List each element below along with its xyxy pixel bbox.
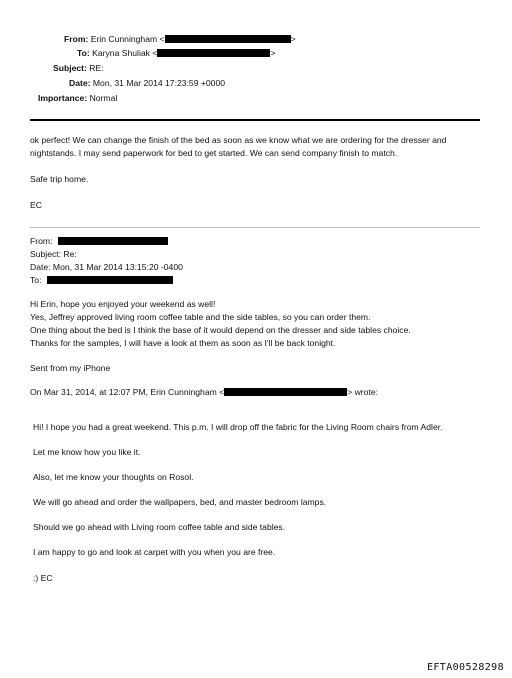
- redaction-bar: [157, 49, 270, 57]
- quoted-subject: Subject: Re:: [30, 249, 77, 259]
- to-end: >: [270, 48, 276, 58]
- reply-line: ok perfect! We can change the finish of the bed as soon as we know what we are ordering for the dresser and: [30, 135, 447, 145]
- original-line: Let me know how you like it.: [33, 447, 141, 457]
- reply-signature: EC: [30, 200, 42, 210]
- subject-value: RE:: [89, 63, 104, 73]
- header-divider: [30, 119, 480, 121]
- date-label: Date:: [69, 78, 91, 88]
- importance-label: Importance:: [38, 93, 88, 103]
- attribution-end: > wrote:: [347, 387, 378, 397]
- quoted-from: [30, 235, 168, 248]
- document-id: EFTA00528298: [426, 662, 504, 673]
- to-value: Karyna Shuliak <: [92, 48, 158, 58]
- header-importance: [38, 93, 117, 104]
- subject-label: Subject:: [53, 63, 87, 73]
- quoted-line: Sent from my iPhone: [30, 363, 111, 373]
- reply-line: nightstands. I may send paperwork for bed to get started. We can send company finish to match.: [30, 148, 398, 158]
- original-line: Also, let me know your thoughts on Rosol.: [33, 472, 194, 482]
- quoted-line: Hi Erin, hope you enjoyed your weekend as well!: [30, 299, 216, 309]
- redaction-bar: [58, 237, 168, 245]
- quoted-line: Yes, Jeffrey approved living room coffee table and the side tables, so you can order them.: [30, 312, 371, 322]
- to-label: To:: [77, 48, 90, 58]
- from-end: >: [290, 34, 296, 44]
- header-to: [77, 48, 275, 59]
- original-line: Hi! I hope you had a great weekend. This p.m. I will drop off the fabric for the Living Room chairs from Adler.: [33, 422, 443, 432]
- original-line: Should we go ahead with Living room coffee table and side tables.: [33, 522, 286, 532]
- redaction-bar: [47, 276, 173, 284]
- attribution-start: On Mar 31, 2014, at 12:07 PM, Erin Cunningham <: [30, 387, 225, 397]
- reply-line: Safe trip home.: [30, 174, 89, 184]
- original-signature: :) EC: [33, 573, 53, 583]
- redaction-bar: [165, 35, 291, 43]
- original-line: We will go ahead and order the wallpapers, bed, and master bedroom lamps.: [33, 497, 327, 507]
- header-from: [64, 34, 296, 45]
- quoted-date: Date: Mon, 31 Mar 2014 13:15:20 -0400: [30, 262, 183, 272]
- date-value: Mon, 31 Mar 2014 17:23:59 +0000: [92, 78, 225, 88]
- quoted-to: [30, 274, 173, 287]
- quote-divider: [30, 227, 480, 228]
- from-label: From:: [64, 34, 89, 44]
- header-date: [69, 78, 225, 89]
- quoted-line: Thanks for the samples, I will have a look at them as soon as I'll be back tonight.: [30, 338, 336, 348]
- from-value: Erin Cunningham <: [90, 34, 165, 44]
- quoted-from-label: From:: [30, 236, 53, 246]
- header-subject: [53, 63, 104, 74]
- importance-value: Normal: [89, 93, 118, 103]
- original-line: I am happy to go and look at carpet with you when you are free.: [33, 547, 276, 557]
- quoted-attribution: [30, 386, 378, 399]
- redaction-bar: [224, 388, 347, 396]
- quoted-line: One thing about the bed is I think the base of it would depend on the dresser and side tables choice.: [30, 325, 411, 335]
- quoted-to-label: To:: [30, 275, 42, 285]
